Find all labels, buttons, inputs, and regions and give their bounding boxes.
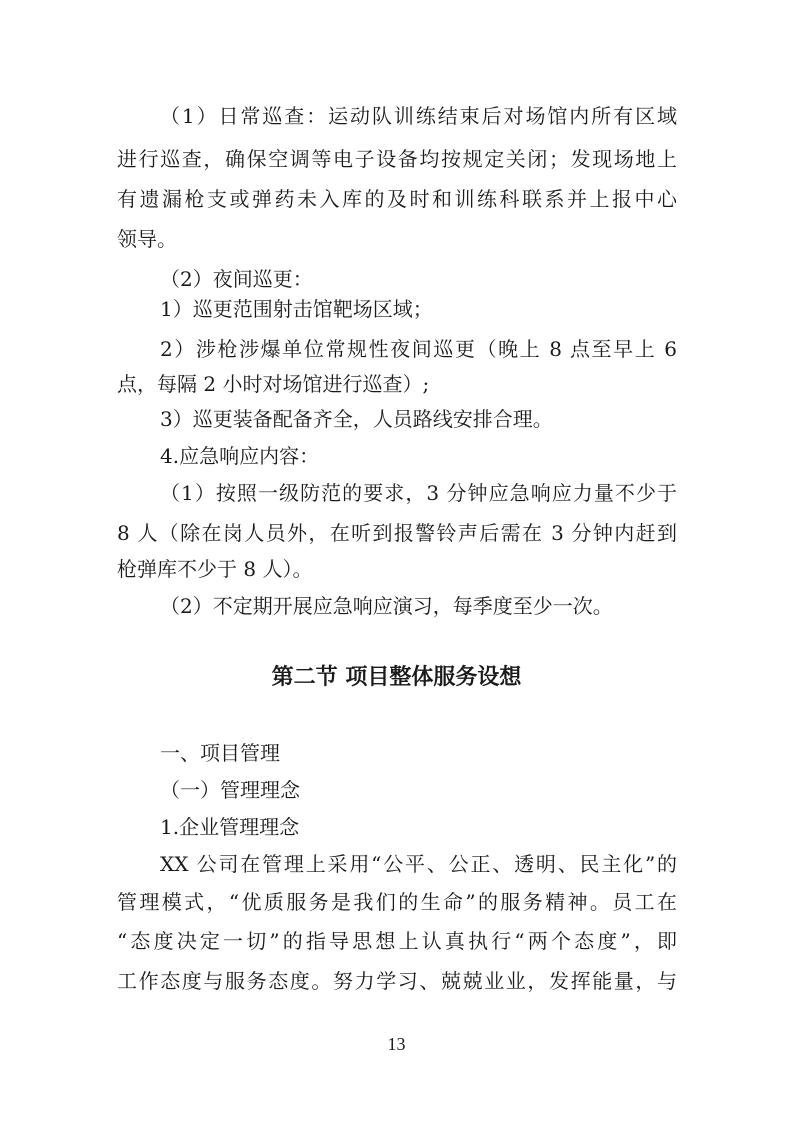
paragraph-line: 有遗漏枪支或弹药未入库的及时和训练科联系并上报中心 — [117, 187, 677, 211]
paragraph-line: （1）按照一级防范的要求，3 分钟应急响应力量不少于 — [160, 481, 677, 505]
paragraph-line: XX 公司在管理上采用“公平、公正、透明、民主化”的 — [160, 852, 677, 876]
paragraph-line: 2）涉枪涉爆单位常规性夜间巡更（晚上 8 点至早上 6 — [160, 337, 677, 361]
paragraph-line: 4.应急响应内容： — [160, 444, 320, 468]
paragraph-line: 进行巡查，确保空调等电子设备均按规定关闭；发现场地上 — [117, 147, 677, 171]
paragraph-line: “态度决定一切”的指导思想上认真执行“两个态度”，即 — [117, 929, 677, 953]
paragraph-line: 管理模式，“优质服务是我们的生命”的服务精神。员工在 — [117, 890, 677, 914]
paragraph-line: 枪弹库不少于 8 人）。 — [117, 557, 313, 581]
paragraph-line: 1）巡更范围射击馆靶场区域； — [160, 297, 433, 321]
paragraph-line: （2）不定期开展应急响应演习，每季度至少一次。 — [160, 594, 613, 618]
paragraph-line: （1）日常巡查：运动队训练结束后对场馆内所有区域 — [160, 104, 677, 128]
paragraph-line: 工作态度与服务态度。努力学习、兢兢业业，发挥能量，与 — [117, 969, 677, 993]
paragraph-line: 8 人（除在岗人员外，在听到报警铃声后需在 3 分钟内赶到 — [117, 521, 677, 545]
paragraph-line: 1.企业管理理念 — [160, 815, 300, 839]
paragraph-line: 点，每隔 2 小时对场馆进行巡查）; — [117, 372, 430, 396]
page-number: 13 — [387, 1034, 406, 1054]
paragraph-line: （一）管理理念 — [160, 778, 300, 802]
paragraph-line: 3）巡更装备配备齐全，人员路线安排合理。 — [160, 407, 553, 431]
paragraph-line: 一、项目管理 — [160, 741, 280, 765]
section-heading: 第二节 项目整体服务设想 — [271, 665, 522, 690]
paragraph-line: （2）夜间巡更： — [160, 267, 313, 291]
paragraph-line: 领导。 — [117, 227, 177, 251]
